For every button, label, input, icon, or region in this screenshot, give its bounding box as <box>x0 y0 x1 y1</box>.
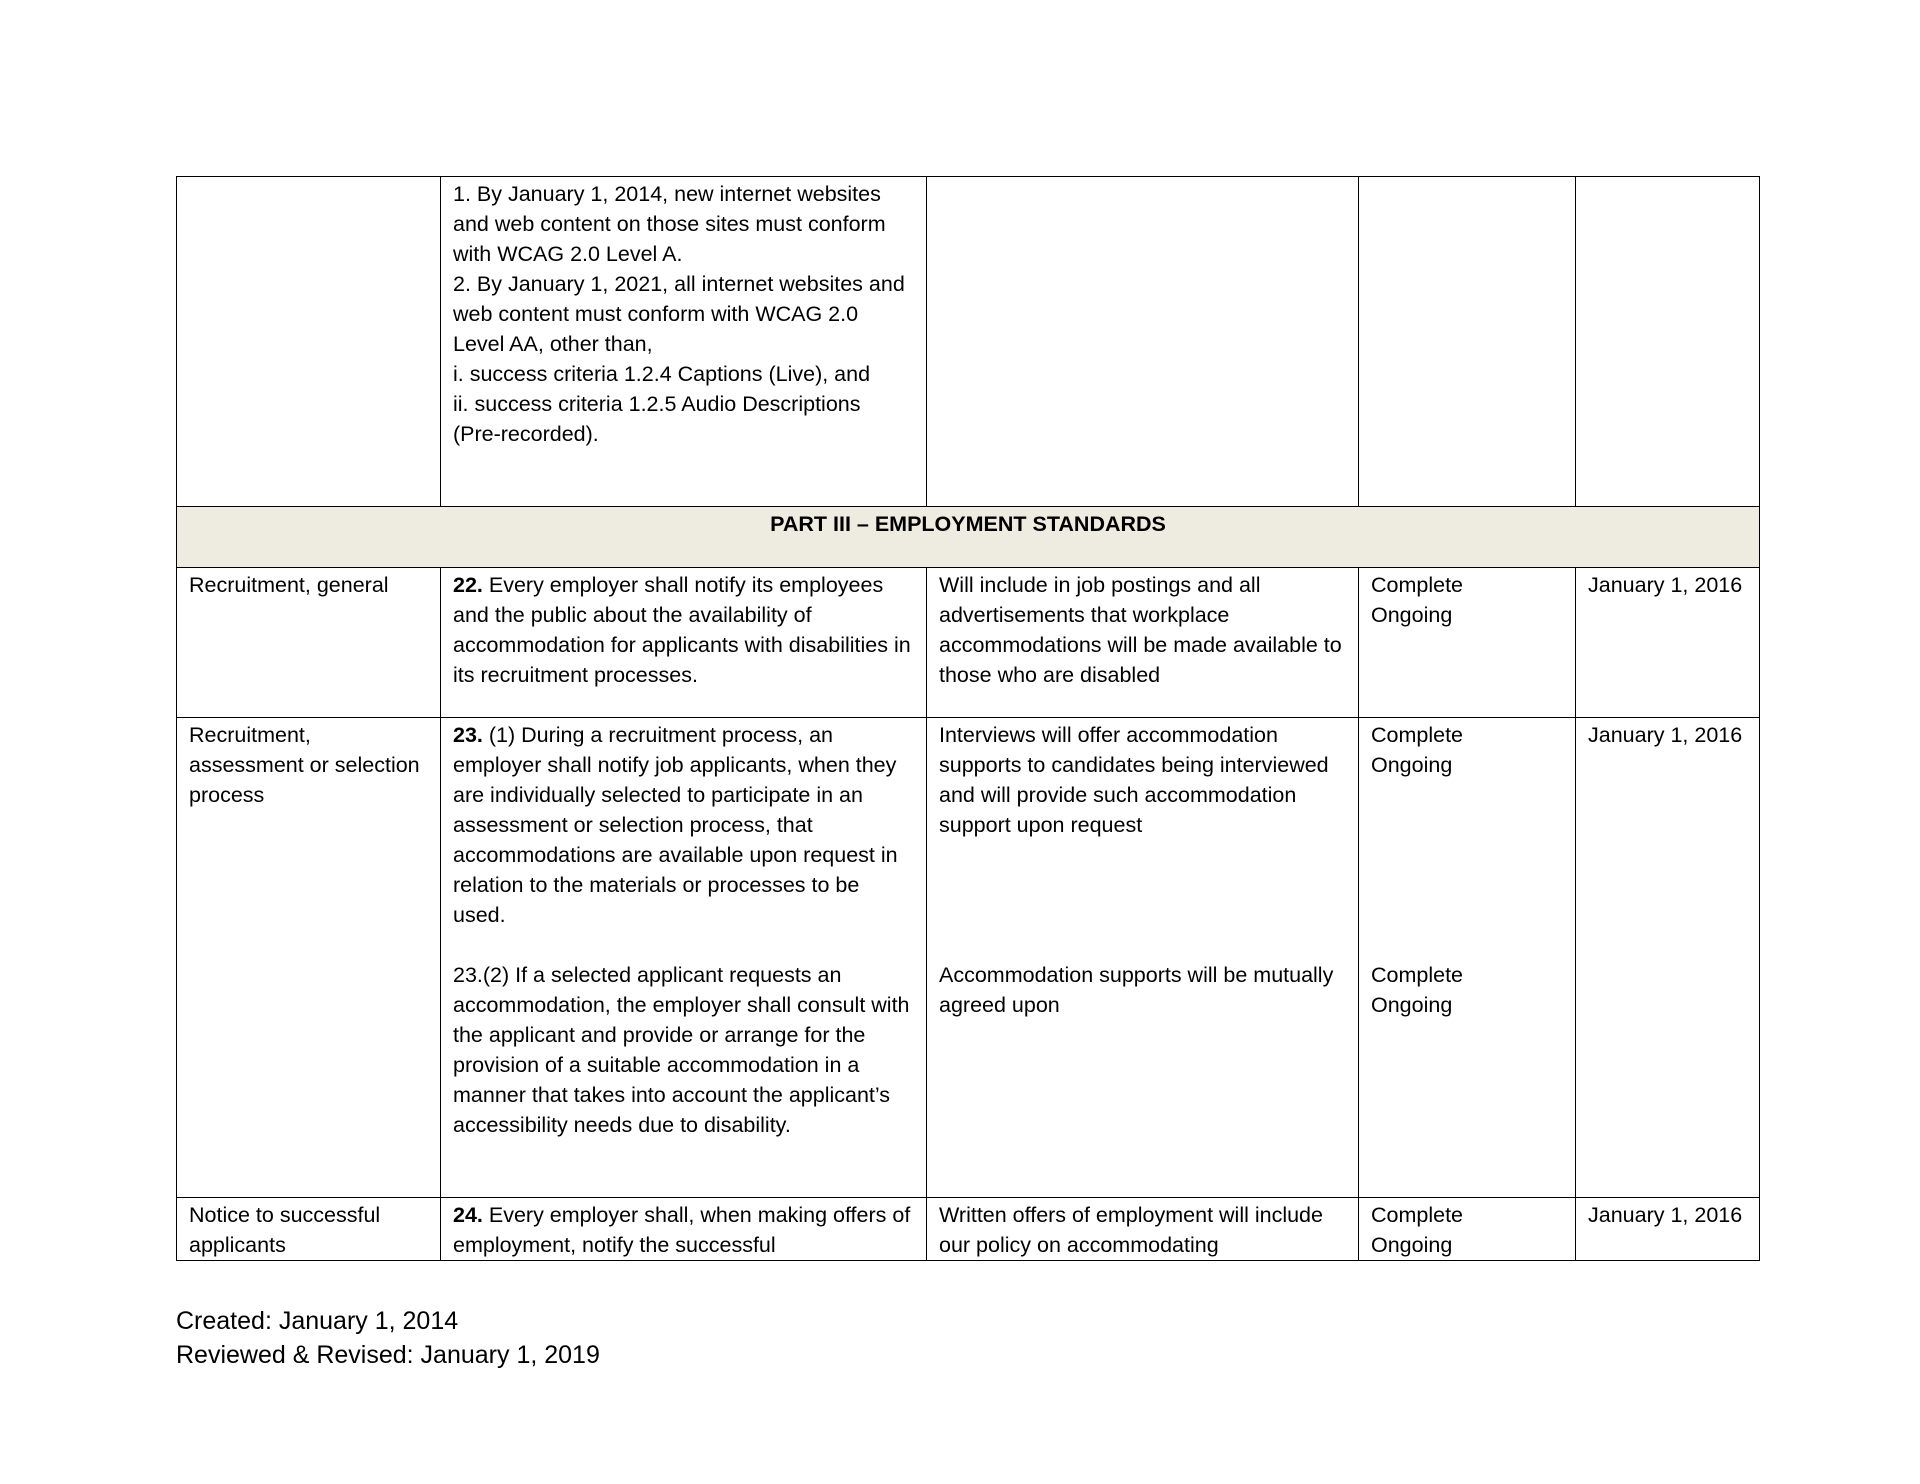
section-header-row <box>177 507 1760 568</box>
status-complete: Complete <box>1371 963 1464 987</box>
topic-cell: Recruitment, assessment or selection process <box>177 718 441 1198</box>
section-number: 23. <box>453 723 483 747</box>
document-footer <box>176 1304 600 1372</box>
status-cell <box>1359 568 1576 718</box>
table-row <box>177 718 1760 1198</box>
requirement-text: 1. By January 1, 2014, new internet websites and web content on those sites must conform with WCAG 2.0 Level A. <box>453 182 886 266</box>
action-cell <box>927 177 1359 507</box>
topic-cell: Notice to successful applicants <box>177 1198 441 1261</box>
status-ongoing: Ongoing <box>1371 603 1453 627</box>
action-cell: Written offers of employment will include our policy on accommodating <box>927 1198 1359 1261</box>
action-cell: Will include in job postings and all advertisements that workplace accommodations will be made available to those who are disabled <box>927 568 1359 718</box>
status-cell <box>1359 1198 1576 1261</box>
requirement-text: i. success criteria 1.2.4 Captions (Live), and <box>453 362 871 386</box>
requirement-text: 23.(2) If a selected applicant requests an accommodation, the employer shall consult with the applicant and provide or arrange for the provision of a suitable accommodation in a manner that takes into account the applicant’s accessibility needs due to disability. <box>453 963 910 1137</box>
requirement-text: Every employer shall notify its employees and the public about the availability of accommodation for applicants with disabilities in its recruitment processes. <box>453 573 911 687</box>
status-complete: Complete <box>1371 1203 1464 1227</box>
date-cell <box>1576 177 1760 507</box>
date-cell: January 1, 2016 <box>1576 568 1760 718</box>
date-cell: January 1, 2016 <box>1576 1198 1760 1261</box>
topic-cell: Recruitment, general <box>177 568 441 718</box>
table-row <box>177 1198 1760 1261</box>
requirement-text: 2. By January 1, 2021, all internet websites and web content must conform with WCAG 2.0 Level AA, other than, <box>453 272 905 356</box>
table-row <box>177 568 1760 718</box>
status-complete: Complete <box>1371 573 1464 597</box>
requirement-cell <box>441 568 927 718</box>
section-number: 22. <box>453 573 483 597</box>
requirement-text: (1) During a recruitment process, an employer shall notify job applicants, when they are individually selected to participate in an assessment or selection process, that accommodations are available upon request in relation to the materials or processes to be used. <box>453 723 898 927</box>
section-title: PART III – EMPLOYMENT STANDARDS <box>177 507 1760 568</box>
action-text: Accommodation supports will be mutually agreed upon <box>939 963 1334 1017</box>
topic-cell <box>177 177 441 507</box>
status-cell <box>1359 718 1576 1198</box>
created-date: Created: January 1, 2014 <box>176 1307 459 1335</box>
requirement-cell <box>441 718 927 1198</box>
accessibility-standards-table <box>176 176 1760 1261</box>
requirement-text: Every employer shall, when making offers of employment, notify the successful <box>453 1203 911 1257</box>
table-row <box>177 177 1760 507</box>
action-cell <box>927 718 1359 1198</box>
action-text: Interviews will offer accommodation supports to candidates being interviewed and will provide such accommodation support upon request <box>939 723 1329 837</box>
status-cell <box>1359 177 1576 507</box>
status-complete: Complete <box>1371 723 1464 747</box>
date-cell: January 1, 2016 <box>1576 718 1760 1198</box>
requirement-text: ii. success criteria 1.2.5 Audio Descriptions (Pre-recorded). <box>453 392 861 446</box>
section-number: 24. <box>453 1203 483 1227</box>
requirement-cell <box>441 1198 927 1261</box>
status-ongoing: Ongoing <box>1371 993 1453 1017</box>
requirement-cell <box>441 177 927 507</box>
status-ongoing: Ongoing <box>1371 753 1453 777</box>
status-ongoing: Ongoing <box>1371 1233 1453 1257</box>
revised-date: Reviewed & Revised: January 1, 2019 <box>176 1341 600 1369</box>
